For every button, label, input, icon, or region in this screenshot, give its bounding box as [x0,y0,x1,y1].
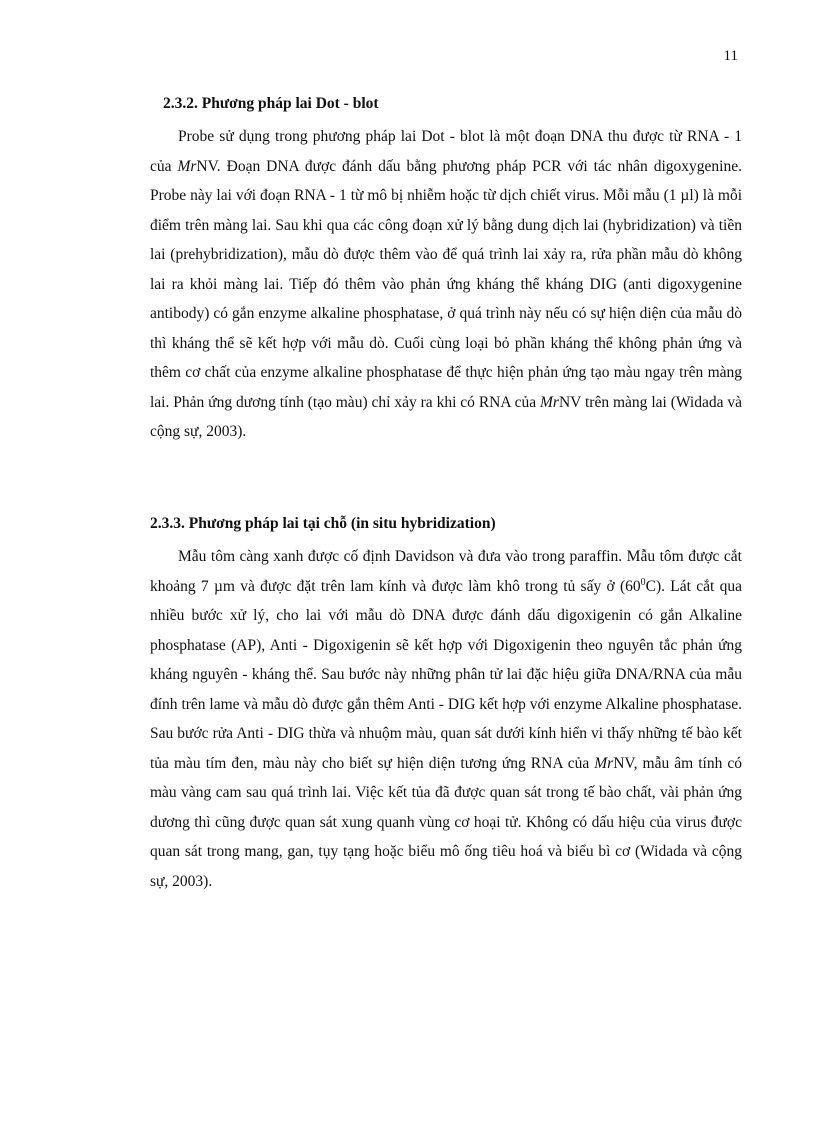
species-abbrev: Mr [177,157,197,175]
species-abbrev: Mr [540,393,559,411]
superscript-degree: 0 [640,576,646,588]
text-run: Mẫu tôm càng xanh được cố định Davidson và đưa vào trong paraffin. Mẫu tôm được cắt khoảng 7 µm và được đặt trên lam kính và được làm khô trong tủ sấy ở (60 [150,548,742,595]
section-heading-dot-blot: 2.3.2. Phương pháp lai Dot - blot [163,95,379,112]
section-in-situ [150,512,742,896]
species-abbrev: Mr [594,754,614,772]
page-number: 11 [723,48,738,64]
section-dot-blot [150,92,742,447]
text-run: NV, mẫu âm tính có màu vàng cam sau quá trình lai. Việc kết tủa đã được quan sát trong tế bào chất, vài phản ứng dương thì cũng được quan sát xung quanh vùng cơ hoại tử. Không có dấu hiệu của virus được quan sát trong mang, gan, tụy tạng hoặc biểu mô ống tiêu hoá và biểu bì cơ (Widada và cộng sự, 2003). [150,754,742,890]
text-run: C). Lát cắt qua nhiều bước xử lý, cho lai với mẫu dò DNA được đánh dấu digoxigenin có gắn Alkaline phosphatase (AP), Anti - Digoxigenin sẽ kết hợp với Digoxigenin theo nguyên tắc phản ứng kháng nguyên - kháng thể. Sau bước này những phân tử lai đặc hiệu giữa DNA/RNA của mẫu đính trên lame và mẫu dò được gắn thêm Anti - DIG kết hợp với enzyme Alkaline phosphatase. Sau bước rửa Anti - DIG thừa và nhuộm màu, quan sát dưới kính hiển vi thấy những tế bào kết tủa màu tím đen, màu này cho biết sự hiện diện tương ứng RNA của [150,577,742,772]
paragraph-in-situ [150,542,742,896]
text-run: NV trên màng lai (Widada và cộng sự, 2003). [150,393,742,440]
text-run: NV. Đoạn DNA được đánh dấu bằng phương pháp PCR với tác nhân digoxygenine. Probe này lai với đoạn RNA - 1 từ mô bị nhiễm hoặc từ dịch chiết virus. Mỗi mẫu (1 µl) là mỗi điểm trên màng lai. Sau khi qua các công đoạn xử lý bằng dung dịch lai (hybridization) và tiền lai (prehybridization), mẫu dò được thêm vào để quá trình lai xảy ra, rửa phần mẫu dò không lai ra khỏi màng lai. Tiếp đó thêm vào phản ứng kháng thể kháng DIG (anti digoxygenine antibody) có gắn enzyme alkaline phosphatase, ở quá trình này nếu có sự hiện diện của mẫu dò thì kháng thể sẽ kết hợp với mẫu dò. Cuối cùng loại bỏ phần kháng thể không phản ứng và thêm cơ chất của enzyme alkaline phosphatase để thực hiện phản ứng tạo màu ngay trên màng lai. Phản ứng dương tính (tạo màu) chỉ xảy ra khi có RNA của [150,157,742,411]
text-run: Probe sử dụng trong phương pháp lai Dot - blot là một đoạn DNA thu được từ RNA - 1 của [150,128,742,175]
section-heading-in-situ: 2.3.3. Phương pháp lai tại chỗ (in situ hybridization) [150,515,496,532]
paragraph-dot-blot [150,122,742,447]
